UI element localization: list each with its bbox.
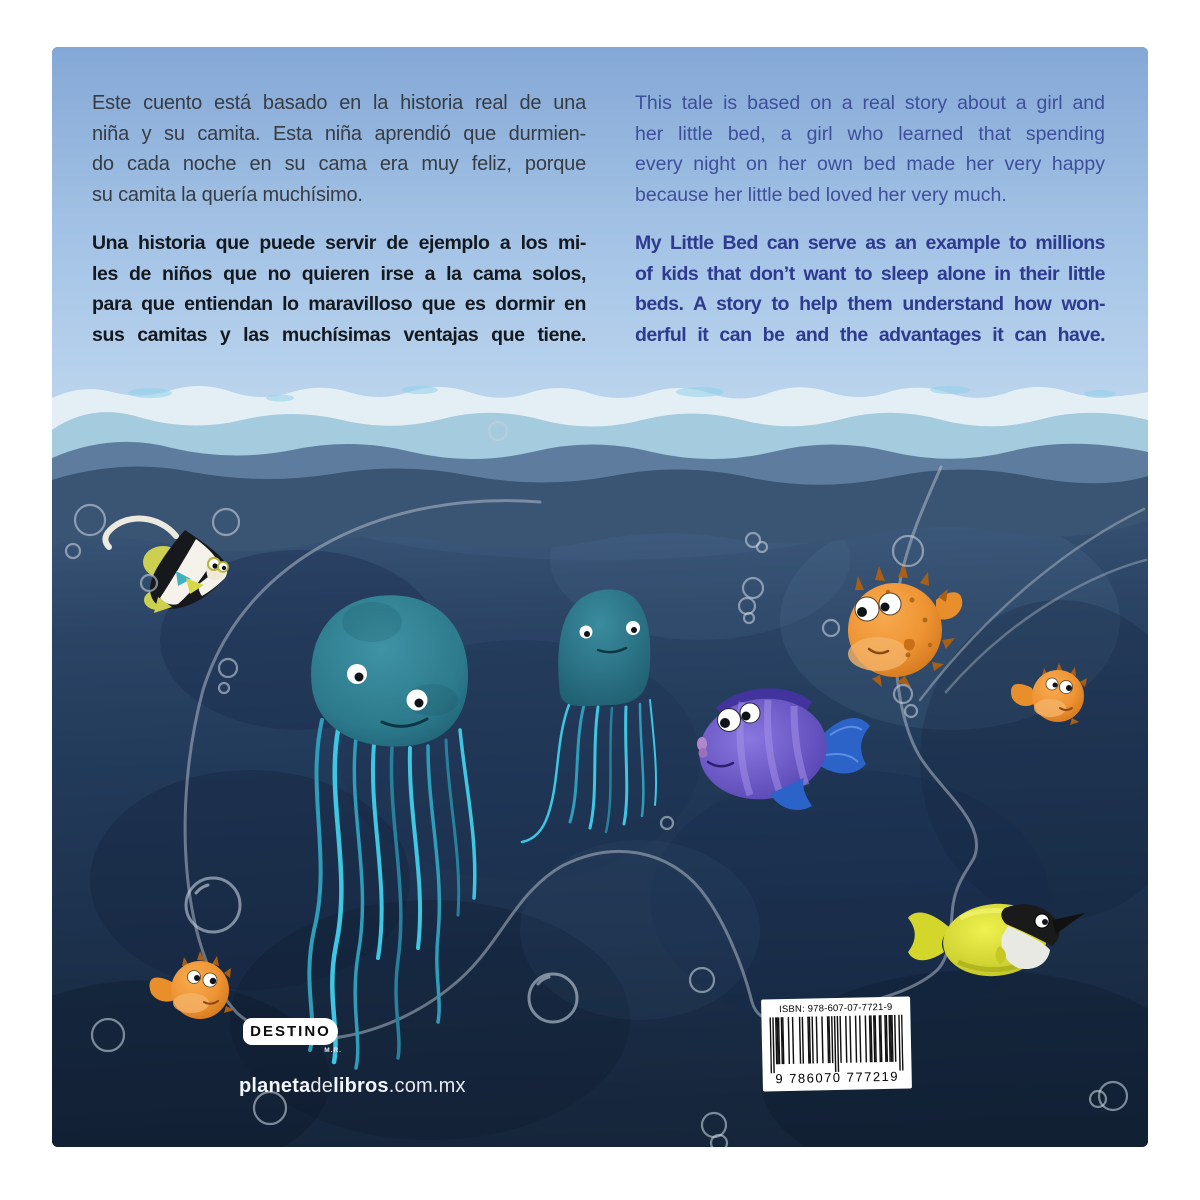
synopsis-es-paragraph-2 (92, 228, 586, 350)
text-line: her little bed, a girl who learned that spending (635, 122, 1105, 145)
isbn-barcode (761, 996, 912, 1091)
website-part: libros (333, 1075, 389, 1097)
text-line: su camita la quería muchísimo. (92, 183, 363, 206)
text-line: para que entiendan lo maravilloso que es dormir en (92, 293, 586, 315)
synopsis-english (635, 88, 1105, 350)
text-line: of kids that don’t want to sleep alone in their little (635, 262, 1105, 285)
destino-publisher-logo: DESTINO (243, 1018, 338, 1045)
website-part: .com.mx (388, 1075, 466, 1097)
text-line: sus camitas y las muchísimas ventajas que tiene. (92, 323, 586, 346)
synopsis-spanish (92, 88, 586, 350)
barcode-bars (769, 1015, 903, 1074)
website-part: planeta (239, 1075, 311, 1097)
text-line: do cada noche en su cama era muy feliz, porque (92, 153, 586, 175)
text-line: niña y su camita. Esta niña aprendió que durmien- (92, 122, 586, 145)
synopsis-en-paragraph-1 (635, 88, 1105, 210)
text-line: Este cuento está basado en la historia real de una (92, 92, 586, 114)
synopsis-es-paragraph-1 (92, 88, 586, 210)
barcode-digits: 9 786070 777219 (775, 1068, 900, 1087)
synopsis-en-paragraph-2 (635, 228, 1105, 350)
text-line: every night on her own bed made her very happy (635, 153, 1105, 175)
text-line: beds. A story to help them understand how won- (635, 293, 1105, 315)
isbn-label: ISBN: 978-607-07-7721-9 (778, 1001, 893, 1016)
waves (52, 386, 1148, 551)
text-line: This tale is based on a real story about a girl and (635, 92, 1105, 114)
trademark-label: M.R. (324, 1047, 342, 1054)
text-line: derful it can be and the advantages it can have. (635, 323, 1105, 346)
website-url (239, 1075, 466, 1098)
text-line: because her little bed loved her very much. (635, 183, 1007, 206)
website-part: de (310, 1075, 334, 1097)
text-line: Una historia que puede servir de ejemplo a los mi- (92, 232, 586, 254)
book-back-cover (52, 47, 1148, 1147)
text-line: les de niños que no quieren irse a la cama solos, (92, 262, 586, 285)
text-line: My Little Bed can serve as an example to millions (635, 232, 1105, 254)
